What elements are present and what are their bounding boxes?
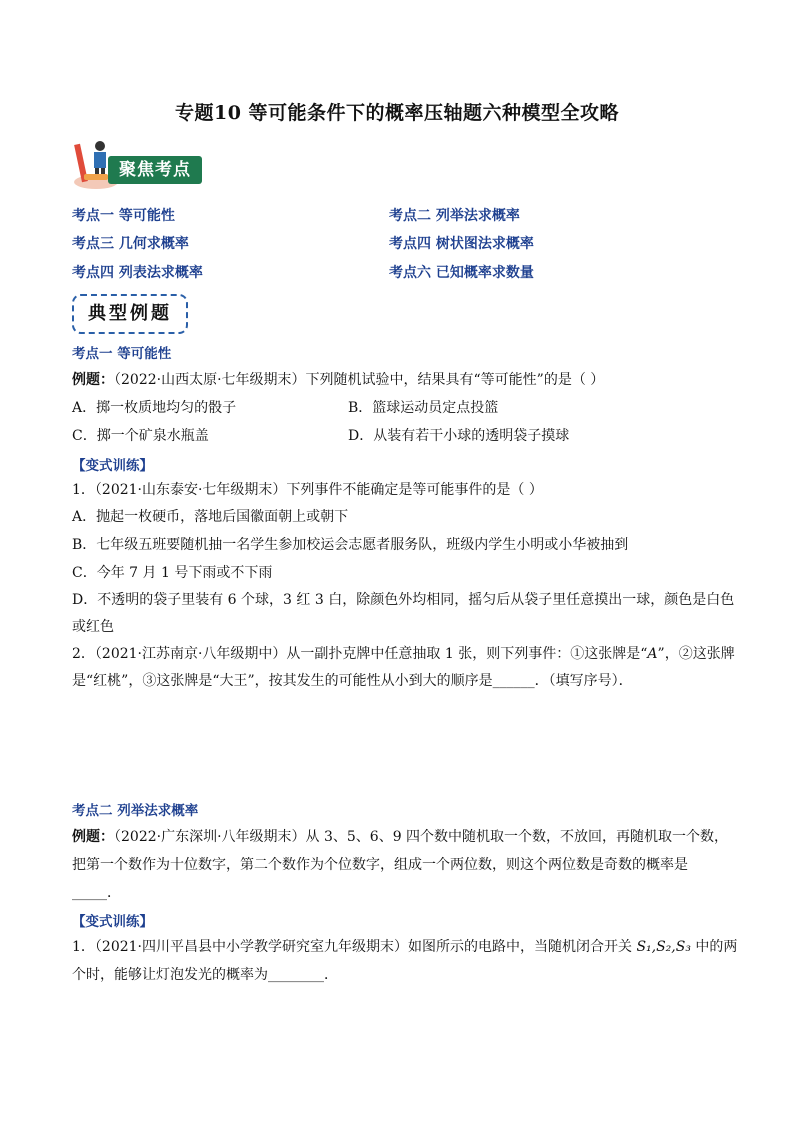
toc-item-2[interactable]: 考点二 列举法求概率: [389, 208, 520, 224]
badge-label: 聚焦考点: [119, 160, 191, 180]
question-2: [72, 645, 735, 663]
question-2-text-a: 2．（2021·江苏南京·八年级期中）从一副扑克牌中任意抽取 1 张，则下列事件：①这张牌是“: [72, 646, 648, 662]
option-d: D．从装有若干小球的透明袋子摸球: [348, 428, 570, 444]
example-label: 例题：: [72, 829, 114, 845]
question-2-cont: 是“红桃”，③这张牌是“大王”，按其发生的可能性从小到大的顺序是______．（填写序号）．: [72, 673, 633, 689]
example-text: （2022·山西太原·七年级期末）下列随机试验中，结果具有“等可能性”的是（ ）: [114, 372, 605, 388]
question-s2-1-cont: 个时，能够让灯泡发光的概率为________．: [72, 967, 338, 983]
question-1-option-c: C．今年 7 月 1 号下雨或不下雨: [72, 565, 273, 581]
question-s2-1-text-b: 中的两: [690, 939, 738, 955]
question-1-option-b: B．七年级五班要随机抽一名学生参加校运会志愿者服务队，班级内学生小明或小华被抽到: [72, 537, 629, 553]
example-text: （2022·广东深圳·八年级期末）从 3、5、6、9 四个数中随机取一个数，不放回，再随机取一个数，: [114, 829, 729, 845]
option-c: C．掷一个矿泉水瓶盖: [72, 428, 209, 444]
section-heading-2: 考点二 列举法求概率: [72, 803, 199, 819]
typical-examples-box: [72, 294, 188, 334]
question-1-option-d: D．不透明的袋子里装有 6 个球，3 红 3 白，除颜色外均相同，摇匀后从袋子里任意摸出一球，颜色是白色: [72, 592, 735, 608]
page-title: 专题10 等可能条件下的概率压轴题六种模型全攻略: [174, 102, 620, 124]
training-label-1: 【变式训练】: [72, 458, 153, 474]
example-2: [72, 828, 728, 846]
question-1-option-d-cont: 或红色: [72, 619, 114, 635]
example-label: 例题：: [72, 372, 114, 388]
question-s2-1-text-a: 1．（2021·四川平昌县中小学教学研究室九年级期末）如图所示的电路中，当随机闭合开关: [72, 939, 637, 955]
section-heading-1: 考点一 等可能性: [72, 346, 172, 362]
example-1: [72, 371, 604, 389]
example-2-blank: _____．: [72, 885, 121, 901]
toc-item-3[interactable]: 考点三 几何求概率: [72, 236, 189, 252]
example-2-cont: 把第一个数作为十位数字，第二个数作为个位数字，组成一个两位数，则这个两位数是奇数的概率是: [72, 857, 688, 873]
question-2-card-a: A: [647, 646, 658, 662]
question-2-text-b: ”，②这张牌: [657, 646, 735, 662]
toc-item-5[interactable]: 考点四 列表法求概率: [72, 265, 203, 281]
training-label-2: 【变式训练】: [72, 914, 153, 930]
question-1: 1．（2021·山东泰安·七年级期末）下列事件不能确定是等可能事件的是（ ）: [72, 482, 543, 498]
focus-badge: [70, 140, 205, 192]
switch-labels: S₁,S₂,S₃: [636, 939, 691, 955]
typical-examples-label: 典型例题: [88, 303, 172, 324]
toc-item-1[interactable]: 考点一 等可能性: [72, 208, 175, 224]
question-s2-1: [72, 938, 737, 956]
option-a: A．掷一枚质地均匀的骰子: [72, 400, 237, 416]
question-1-option-a: A．抛起一枚硬币，落地后国徽面朝上或朝下: [72, 509, 349, 525]
toc-item-6[interactable]: 考点六 已知概率求数量: [389, 265, 534, 281]
toc-item-4[interactable]: 考点四 树状图法求概率: [389, 236, 534, 252]
option-b: B．篮球运动员定点投篮: [348, 400, 499, 416]
